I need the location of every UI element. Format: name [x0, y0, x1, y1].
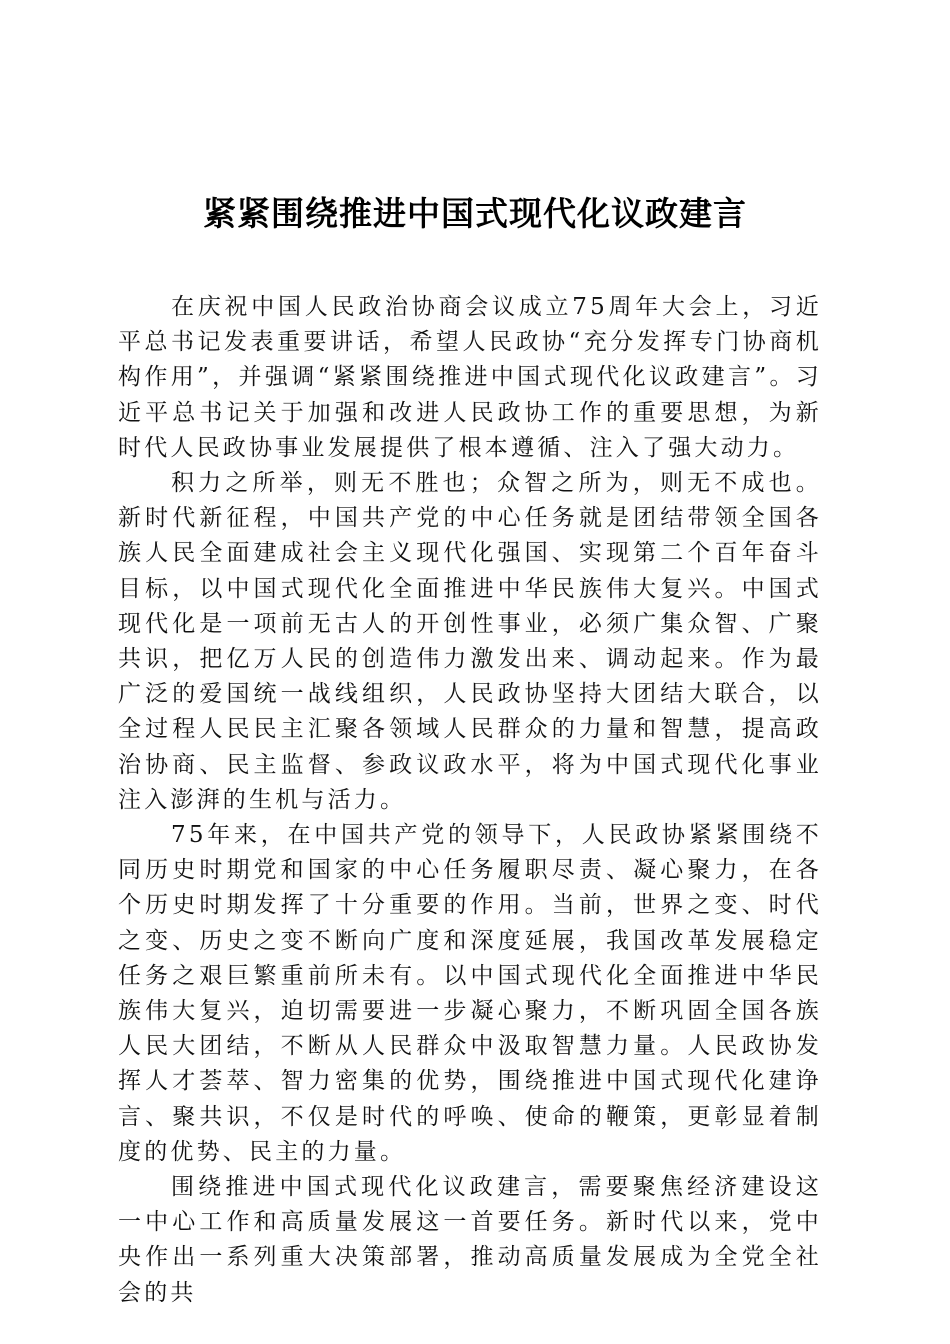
paragraph-3: 75年来，在中国共产党的领导下，人民政协紧紧围绕不同历史时期党和国家的中心任务履职尽责、凝心聚力，在各个历史时期发挥了十分重要的作用。当前，世界之变、时代之变、历史之变不断向广度和深度延展，我国改革发展稳定任务之艰巨繁重前所未有。以中国式现代化全面推进中华民族伟大复兴，迫切需要进一步凝心聚力，不断巩固全国各族人民大团结，不断从人民群众中汲取智慧力量。人民政协发挥人才荟萃、智力密集的优势，围绕推进中国式现代化建诤言、聚共识，不仅是时代的呼唤、使命的鞭策，更彰显着制度的优势、民主的力量。	[118, 822, 822, 1165]
paragraph-2: 积力之所举，则无不胜也；众智之所为，则无不成也。新时代新征程，中国共产党的中心任务就是团结带领全国各族人民全面建成社会主义现代化强国、实现第二个百年奋斗目标，以中国式现代化全面推进中华民族伟大复兴。中国式现代化是一项前无古人的开创性事业，必须广集众智、广聚共识，把亿万人民的创造伟力激发出来、调动起来。作为最广泛的爱国统一战线组织，人民政协坚持大团结大联合，以全过程人民民主汇聚各领域人民群众的力量和智慧，提高政治协商、民主监督、参政议政水平，将为中国式现代化事业注入澎湃的生机与活力。	[118, 470, 822, 813]
paragraph-1: 在庆祝中国人民政治协商会议成立75周年大会上，习近平总书记发表重要讲话，希望人民政协“充分发挥专门协商机构作用”，并强调“紧紧围绕推进中国式现代化议政建言”。习近平总书记关于加强和改进人民政协工作的重要思想，为新时代人民政协事业发展提供了根本遵循、注入了强大动力。	[118, 294, 822, 461]
document-body	[118, 290, 822, 1311]
paragraph-4: 围绕推进中国式现代化议政建言，需要聚焦经济建设这一中心工作和高质量发展这一首要任务。新时代以来，党中央作出一系列重大决策部署，推动高质量发展成为全党全社会的共	[118, 1174, 822, 1306]
document-title: 紧紧围绕推进中国式现代化议政建言	[203, 194, 747, 233]
